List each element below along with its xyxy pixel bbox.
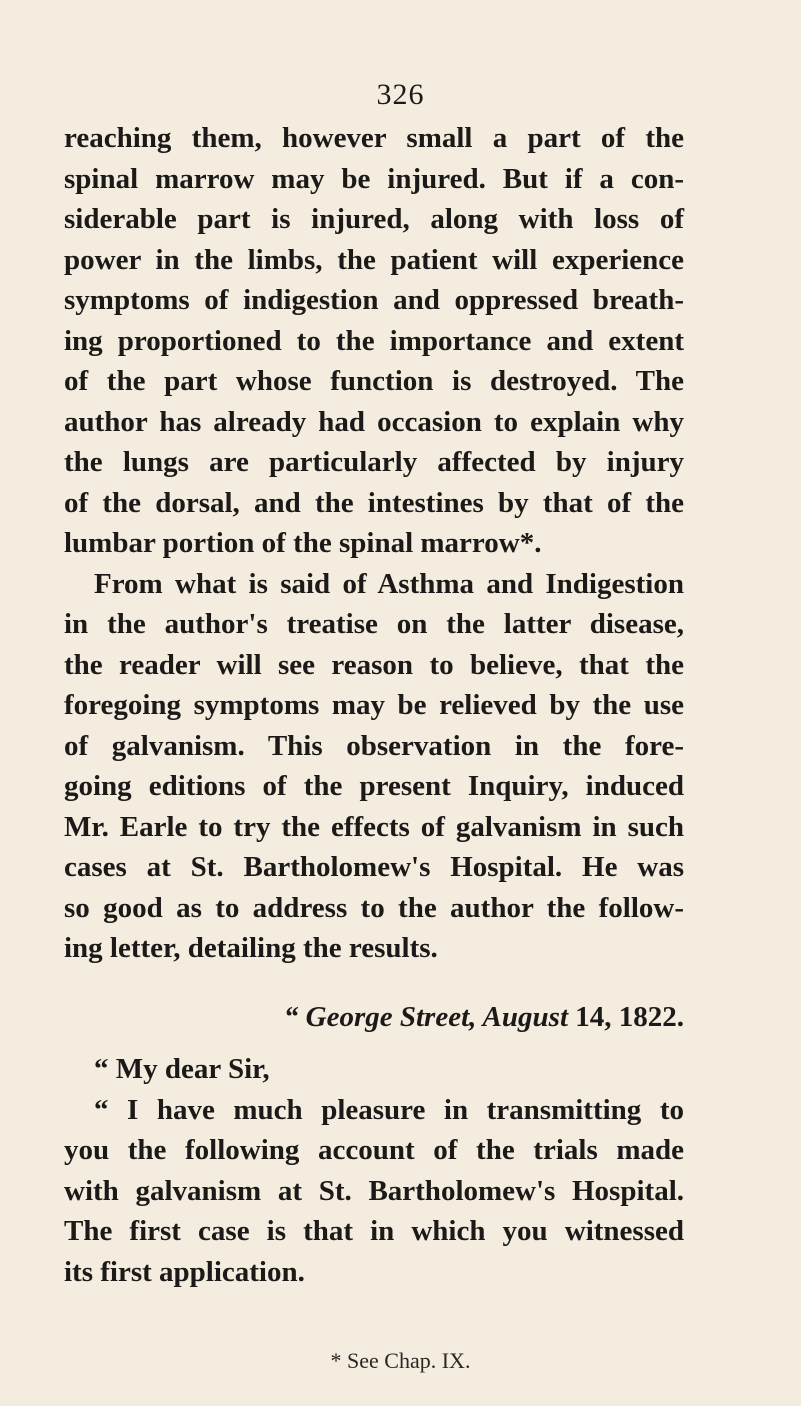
paragraph-1	[64, 118, 684, 564]
text-line: with galvanism at St. Bartholomew's Hospital.	[64, 1174, 684, 1207]
text-line: the reader will see reason to believe, that the	[64, 648, 684, 681]
text-line: ing proportioned to the importance and extent	[64, 324, 684, 357]
letter-date: 14, 1822.	[568, 1000, 684, 1033]
letter-salutation: “ My dear Sir,	[94, 1053, 270, 1085]
text-line: its first application.	[64, 1255, 305, 1288]
page-number: 326	[376, 78, 425, 111]
text-line: “ I have much pleasure in transmitting to	[94, 1093, 684, 1126]
footnote: * See Chap. IX.	[330, 1348, 471, 1373]
text-line: you the following account of the trials made	[64, 1134, 684, 1166]
text-line: spinal marrow may be injured. But if a con-	[64, 162, 684, 195]
text-line: ing letter, detailing the results.	[64, 932, 438, 964]
text-line: so good as to address to the author the follow-	[64, 891, 684, 924]
text-line: author has already had occasion to explain why	[64, 405, 684, 438]
text-line: the lungs are particularly affected by injury	[64, 446, 684, 478]
text-line: of galvanism. This observation in the fore-	[64, 729, 684, 762]
text-line: cases at St. Bartholomew's Hospital. He was	[64, 851, 684, 883]
letter-place: “ George Street, August	[283, 1000, 568, 1033]
text-line: Mr. Earle to try the effects of galvanism in such	[64, 810, 684, 843]
text-line: The first case is that in which you witnessed	[64, 1215, 684, 1247]
text-line: going editions of the present Inquiry, induced	[64, 770, 684, 802]
text-line: lumbar portion of the spinal marrow*.	[64, 527, 542, 559]
paragraph-3	[64, 1090, 684, 1293]
paragraph-2	[64, 564, 684, 969]
letter-signature	[64, 997, 684, 1038]
body-text	[64, 118, 684, 1292]
text-line: of the dorsal, and the intestines by that of the	[64, 486, 684, 519]
text-line: symptoms of indigestion and oppressed breath-	[64, 284, 684, 316]
text-line: foregoing symptoms may be relieved by the use	[64, 689, 684, 721]
text-line: of the part whose function is destroyed. The	[64, 365, 684, 397]
text-line: reaching them, however small a part of the	[64, 122, 684, 154]
text-line: siderable part is injured, along with loss of	[64, 203, 684, 235]
text-line: in the author's treatise on the latter disease,	[64, 608, 684, 640]
text-line: From what is said of Asthma and Indigestion	[94, 567, 684, 600]
text-line: power in the limbs, the patient will experience	[64, 243, 684, 276]
